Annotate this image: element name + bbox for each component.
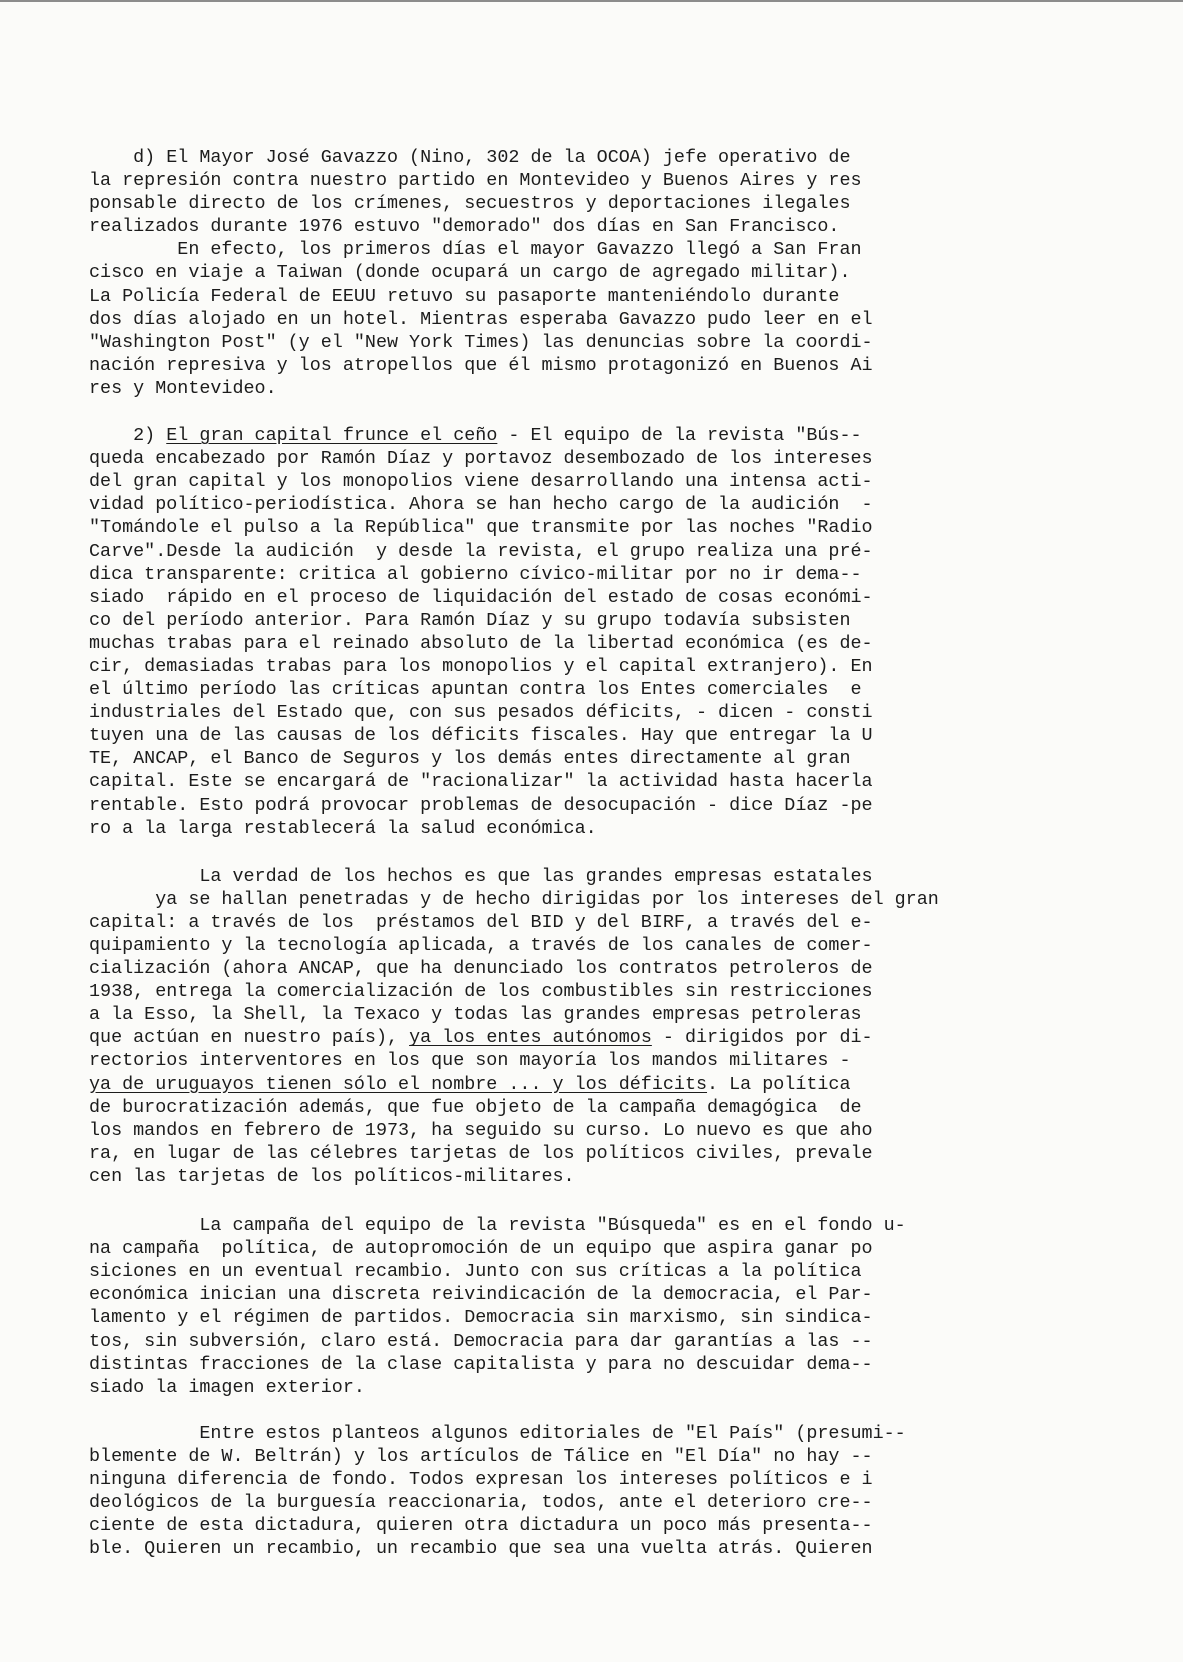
text-line: siado rápido en el proceso de liquidación del estado de cosas económi- [89, 586, 873, 608]
text-line: ninguna diferencia de fondo. Todos expresan los intereses políticos e i [89, 1468, 873, 1490]
heading-line [89, 424, 1063, 447]
section-heading: El gran capital frunce el ceño [166, 425, 498, 447]
text-line: La Policía Federal de EEUU retuvo su pasaporte manteniéndolo durante [89, 285, 840, 307]
text-line-underlined [89, 1073, 1063, 1096]
text-line: En efecto, los primeros días el mayor Gavazzo llegó a San Fran [89, 239, 862, 261]
text-line: La verdad de los hechos es que las grandes empresas estatales [89, 865, 873, 887]
underlined-phrase: ya de uruguayos tienen sólo el nombre ... y los déficits [89, 1073, 708, 1095]
text-line: capital. Este se encargará de "racionalizar" la actividad hasta hacerla [89, 771, 873, 793]
text-line: res y Montevideo. [89, 377, 277, 399]
paragraph-campana-busqueda [89, 1214, 1063, 1399]
text-line: ya se hallan penetradas y de hecho dirigidas por los intereses del gran [89, 888, 939, 910]
text-line: dos días alojado en un hotel. Mientras esperaba Gavazzo pudo leer en el [89, 308, 873, 330]
text-line: ponsable directo de los crímenes, secuestros y deportaciones ilegales [89, 193, 851, 215]
text-line: industriales del Estado que, con sus pesados déficits, - dicen - consti [89, 702, 873, 724]
text-line: ro a la larga restablecerá la salud económica. [89, 817, 597, 839]
text-line: deológicos de la burguesía reaccionaria, todos, ante el deterioro cre-- [89, 1492, 873, 1514]
text-line: dica transparente: critica al gobierno cívico-militar por no ir dema-- [89, 563, 862, 585]
text-line: de burocratización además, que fue objeto de la campaña demagógica de [89, 1096, 862, 1118]
underlined-phrase: ya los entes autónomos [409, 1027, 652, 1049]
text-line: tos, sin subversión, claro está. Democracia para dar garantías a las -- [89, 1330, 873, 1352]
text-line: co del período anterior. Para Ramón Díaz y su grupo todavía subsisten [89, 609, 851, 631]
text-line: "Tomándole el pulso a la República" que transmite por las noches "Radio [89, 517, 873, 539]
text-line: Carve".Desde la audición y desde la revista, el grupo realiza una pré- [89, 540, 873, 562]
heading-line-rest: - El equipo de la revista "Bús-- [497, 425, 862, 447]
text-line: Entre estos planteos algunos editoriales de "El País" (presumi-- [89, 1422, 906, 1444]
text-line: blemente de W. Beltrán) y los artículos de Tálice en "El Día" no hay -- [89, 1445, 873, 1467]
text-line: cir, demasiadas trabas para los monopolios y el capital extranjero). En [89, 655, 873, 677]
text-line: realizados durante 1976 estuvo "demorado" dos días en San Francisco. [89, 216, 840, 238]
text-line: capital: a través de los préstamos del BID y del BIRF, a través del e- [89, 911, 873, 933]
text-line: na campaña política, de autopromoción de un equipo que aspira ganar po [89, 1238, 873, 1260]
text-segment: que actúan en nuestro país), [89, 1027, 410, 1049]
text-line: quipamiento y la tecnología aplicada, a través de los canales de comer- [89, 935, 873, 956]
text-line: del gran capital y los monopolios viene desarrollando una intensa acti- [89, 471, 873, 493]
text-line: lamento y el régimen de partidos. Democracia sin marxismo, sin sindica- [89, 1307, 873, 1329]
heading-prefix: 2) [89, 425, 167, 447]
paragraph-gavazzo [89, 146, 1063, 400]
text-segment: . La política [707, 1073, 851, 1095]
text-line: 1938, entrega la comercialización de los combustibles sin restricciones [89, 981, 873, 1003]
text-line: a la Esso, la Shell, la Texaco y todas las grandes empresas petroleras [89, 1004, 862, 1026]
text-line: los mandos en febrero de 1973, ha seguido su curso. Lo nuevo es que aho [89, 1119, 873, 1141]
text-line: rectorios interventores en los que son mayoría los mandos militares - [89, 1050, 851, 1072]
paragraph-gran-capital [89, 424, 1063, 840]
page-top-edge [0, 0, 1183, 2]
text-line: la represión contra nuestro partido en Montevideo y Buenos Aires y res [89, 170, 862, 192]
text-line: ble. Quieren un recambio, un recambio que sea una vuelta atrás. Quieren [89, 1538, 873, 1560]
text-line: tuyen una de las causas de los déficits fiscales. Hay que entregar la U [89, 725, 873, 747]
text-line: queda encabezado por Ramón Díaz y portavoz desembozado de los intereses [89, 448, 873, 470]
text-line: el último período las críticas apuntan contra los Entes comerciales e [89, 679, 862, 701]
paragraph-entre-planteos [89, 1422, 1063, 1561]
text-line: siado la imagen exterior. [89, 1376, 365, 1398]
text-segment: - dirigidos por di- [651, 1027, 873, 1049]
text-line: cialización (ahora ANCAP, que ha denunciado los contratos petroleros de [89, 958, 873, 980]
text-line: siciones en un eventual recambio. Junto con sus críticas a la política [89, 1261, 862, 1283]
text-line: ra, en lugar de las célebres tarjetas de los políticos civiles, prevale [89, 1142, 873, 1164]
text-line: d) El Mayor José Gavazzo (Nino, 302 de la OCOA) jefe operativo de [89, 147, 851, 168]
text-line: TE, ANCAP, el Banco de Seguros y los demás entes directamente al gran [89, 748, 851, 770]
text-line: rentable. Esto podrá provocar problemas de desocupación - dice Díaz -pe [89, 794, 873, 816]
text-line: cisco en viaje a Taiwan (donde ocupará un cargo de agregado militar). [89, 262, 851, 284]
text-line: La campaña del equipo de la revista "Búsqueda" es en el fondo u- [89, 1215, 906, 1237]
text-line: nación represiva y los atropellos que él mismo protagonizó en Buenos Ai [89, 354, 873, 376]
paragraph-verdad-hechos [89, 865, 1063, 1188]
text-line: muchas trabas para el reinado absoluto de la libertad económica (es de- [89, 632, 873, 654]
text-line-underlined [89, 1026, 1063, 1049]
text-line: cen las tarjetas de los políticos-militares. [89, 1165, 575, 1187]
text-line: ciente de esta dictadura, quieren otra dictadura un poco más presenta-- [89, 1515, 873, 1537]
text-line: económica inician una discreta reivindicación de la democracia, el Par- [89, 1284, 873, 1306]
text-line: vidad político-periodística. Ahora se han hecho cargo de la audición - [89, 494, 873, 516]
text-line: distintas fracciones de la clase capitalista y para no descuidar dema-- [89, 1353, 873, 1375]
text-line: "Washington Post" (y el "New York Times) las denuncias sobre la coordi- [89, 331, 873, 353]
